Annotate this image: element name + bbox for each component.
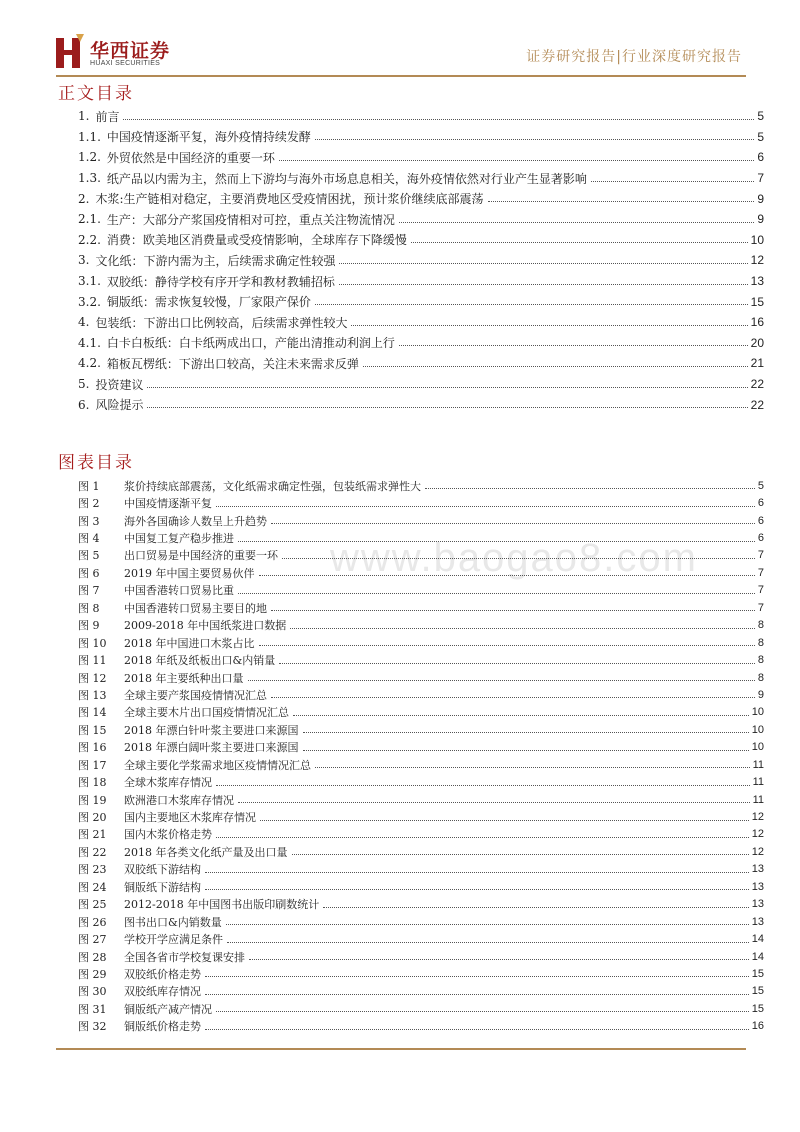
figure-entry-leader-dots [323,907,749,908]
toc-entry-number: 2. [78,191,90,206]
figure-entry-page-number: 12 [751,828,764,841]
figure-entry-number: 图 18 [78,776,107,790]
figure-entry-number: 图 30 [78,985,107,999]
toc-entry-page-number: 9 [757,191,764,206]
toc-entry-number: 4.1. [78,335,101,350]
figure-entry-number: 图 4 [78,532,100,546]
toc-entry-title: 纸产品以内需为主，然而上下游均与海外市场息息相关，海外疫情依然对行业产生显著影响 [106,171,587,186]
figure-entry-number: 图 16 [78,741,107,755]
toc-entry-number: 1. [78,109,90,124]
figure-entry-page-number: 8 [757,619,764,632]
figure-entry-page-number: 14 [751,950,764,963]
toc-entry[interactable] [78,394,764,415]
figure-entry-title: 双胶纸价格走势 [124,967,201,981]
toc-entry-page-number: 7 [757,171,764,186]
toc-entry-number: 3.1. [78,274,101,289]
figure-entry-title: 2018 年漂白阔叶浆主要进口来源国 [124,741,299,755]
figure-entry[interactable] [78,529,764,546]
toc-entry-number: 6. [78,397,90,412]
figure-entry-page-number: 13 [751,880,764,893]
toc-heading: 正文目录 [58,84,134,104]
figure-entry-page-number: 11 [752,793,764,806]
toc-entry-leader-dots [123,119,754,120]
page-header [0,0,800,76]
figure-entry-leader-dots [249,959,749,960]
figure-entry-title: 中国疫情逐渐平复 [124,497,212,511]
watermark: www.baogao8.com [330,536,698,580]
figure-entry-title: 出口贸易是中国经济的重要一环 [124,549,278,563]
figure-entry-leader-dots [271,697,755,698]
figure-entry-page-number: 16 [751,1020,764,1033]
figure-entry[interactable] [78,791,764,808]
figure-entry-page-number: 7 [757,566,764,579]
figure-entry-leader-dots [216,506,755,507]
figure-entry[interactable] [78,512,764,529]
figure-entry-title: 图书出口&内销数量 [124,915,222,929]
toc-entry-title: 木浆:生产链相对稳定，主要消费地区受疫情困扰，预计浆价继续底部震荡 [95,192,484,207]
logo-english-name: HUAXI SECURITIES [90,60,161,67]
toc-entry[interactable] [78,312,764,333]
toc-entry-page-number: 9 [757,212,764,227]
toc-entry-title: 中国疫情逐渐平复，海外疫情持续发酵 [106,130,311,145]
figure-entry[interactable] [78,721,764,738]
figure-entry[interactable] [78,930,764,947]
figure-entry-leader-dots [303,750,749,751]
figure-entry-page-number: 15 [751,967,764,980]
toc-entry-title: 前言 [95,109,120,124]
figure-entry-title: 2018 年纸及纸板出口&内销量 [124,654,276,668]
figure-entry-number: 图 23 [78,863,107,877]
toc-entry[interactable] [78,291,764,312]
figure-entry[interactable] [78,843,764,860]
figure-entry-leader-dots [216,1011,749,1012]
figure-entry-page-number: 12 [751,811,764,824]
figure-entry-number: 图 21 [78,828,107,842]
toc-entry-number: 1.1. [78,129,101,144]
toc-entry[interactable] [78,230,764,251]
figure-entry-page-number: 11 [752,758,764,771]
toc-entry-page-number: 13 [750,274,764,289]
figure-entry-title: 全球主要化学浆需求地区疫情情况汇总 [124,758,311,772]
figure-entry-title: 2012-2018 年中国图书出版印刷数统计 [124,898,320,912]
toc-entry-page-number: 20 [750,335,764,350]
toc-entry-leader-dots [147,407,747,408]
figure-entry-page-number: 10 [751,706,764,719]
toc-entry-leader-dots [488,201,755,202]
figure-entry-number: 图 29 [78,967,107,981]
toc-entry-title: 生产：大部分产浆国疫情相对可控，重点关注物流情况 [106,212,395,227]
toc-entry[interactable] [78,353,764,374]
figure-entry-leader-dots [315,767,750,768]
toc-entry-number: 4. [78,315,90,330]
toc-entry-title: 投资建议 [95,377,144,392]
figure-entry-number: 图 31 [78,1002,107,1016]
toc-entry[interactable] [78,333,764,354]
figure-list-heading: 图表目录 [58,453,134,473]
figure-entry[interactable] [78,494,764,511]
toc-entry-leader-dots [351,325,747,326]
figure-entry-leader-dots [238,541,755,542]
figure-entry-title: 国内木浆价格走势 [124,828,212,842]
toc-entry[interactable] [78,147,764,168]
figure-entry-number: 图 14 [78,706,107,720]
toc-entry[interactable] [78,209,764,230]
figure-entry-title: 欧洲港口木浆库存情况 [124,793,234,807]
figure-entry-page-number: 13 [751,863,764,876]
figure-entry-page-number: 15 [751,1002,764,1015]
figure-entry-page-number: 7 [757,549,764,562]
figure-entry-title: 2018 年漂白针叶浆主要进口来源国 [124,723,299,737]
figure-entry[interactable] [78,617,764,634]
figure-entry-page-number: 14 [751,933,764,946]
figure-entry[interactable] [78,704,764,721]
figure-entry-title: 双胶纸下游结构 [124,863,201,877]
figure-entry-title: 铜版纸下游结构 [124,880,201,894]
toc-entry[interactable] [78,188,764,209]
figure-entry-page-number: 8 [757,654,764,667]
figure-entry-title: 2019 年中国主要贸易伙伴 [124,566,255,580]
toc-entry-leader-dots [147,387,747,388]
figure-entry-title: 中国香港转口贸易比重 [124,584,234,598]
figure-entry-number: 图 12 [78,671,107,685]
toc-entry-page-number: 5 [757,129,764,144]
toc-entry-leader-dots [315,139,754,140]
toc-entry-title: 外贸依然是中国经济的重要一环 [106,150,275,165]
figure-entry-number: 图 20 [78,811,107,825]
figure-entry[interactable] [78,582,764,599]
figure-entry[interactable] [78,634,764,651]
figure-entry-page-number: 10 [751,723,764,736]
figure-entry[interactable] [78,547,764,564]
figure-entry-number: 图 24 [78,880,107,894]
figure-entry-number: 图 11 [78,654,107,668]
figure-entry-number: 图 2 [78,497,100,511]
figure-entry[interactable] [78,861,764,878]
toc-entry[interactable] [78,127,764,148]
figure-entry-number: 图 26 [78,915,107,929]
figure-entry[interactable] [78,965,764,982]
logo-chinese-name: 华西证券 [90,40,171,62]
figure-entry-page-number: 7 [757,601,764,614]
figure-entry-leader-dots [248,680,755,681]
figure-entry[interactable] [78,669,764,686]
figure-entry-page-number: 13 [751,898,764,911]
figure-entry-number: 图 13 [78,688,107,702]
toc-entry-number: 2.2. [78,232,101,247]
figure-entry-number: 图 6 [78,566,100,580]
figure-entry-number: 图 1 [78,479,100,493]
toc-entry-page-number: 22 [750,397,764,412]
figure-entry[interactable] [78,983,764,1000]
figure-entry-title: 国内主要地区木浆库存情况 [124,811,256,825]
figure-entry-title: 铜版纸产减产情况 [124,1002,212,1016]
figure-entry-number: 图 27 [78,933,107,947]
figure-entry-leader-dots [205,872,749,873]
figure-entry-title: 中国复工复产稳步推进 [124,532,234,546]
toc-entry-title: 箱板瓦楞纸：下游出口较高，关注未来需求反弹 [106,356,359,371]
toc-entry-number: 2.1. [78,212,101,227]
toc-entry-title: 铜版纸：需求恢复较慢，厂家限产保价 [106,295,311,310]
figure-entry-leader-dots [292,854,749,855]
figure-entry[interactable] [78,808,764,825]
figure-entry-title: 2009-2018 年中国纸浆进口数据 [124,619,287,633]
toc-entry-number: 5. [78,377,90,392]
toc-entry-title: 双胶纸：静待学校有序开学和教材教辅招标 [106,274,335,289]
toc-entry-leader-dots [411,242,748,243]
figure-entry-leader-dots [425,488,755,489]
toc-entry-number: 1.2. [78,150,101,165]
figure-entry-leader-dots [271,610,755,611]
figure-entry-title: 2018 年主要纸种出口量 [124,671,244,685]
huaxi-logo-icon [56,34,84,70]
toc-entry-title: 风险提示 [95,398,144,413]
figure-entry[interactable] [78,826,764,843]
figure-entry-page-number: 15 [751,985,764,998]
figure-entry-page-number: 8 [757,671,764,684]
figure-entry-number: 图 15 [78,723,107,737]
toc-entry-page-number: 10 [750,232,764,247]
figure-entry-title: 中国香港转口贸易主要目的地 [124,601,267,615]
figure-entry-title: 全球主要产浆国疫情情况汇总 [124,688,267,702]
figure-entry-leader-dots [238,593,755,594]
figure-entry-leader-dots [303,732,749,733]
figure-entry-leader-dots [205,889,749,890]
figure-entry-page-number: 12 [751,845,764,858]
figure-entry[interactable] [78,477,764,494]
figure-entry-leader-dots [216,785,750,786]
figure-entry[interactable] [78,913,764,930]
figure-entry-page-number: 6 [757,514,764,527]
figure-entry-leader-dots [205,1029,749,1030]
header-divider [56,75,746,77]
figure-entry-number: 图 28 [78,950,107,964]
figure-entry-page-number: 13 [751,915,764,928]
toc-entry-page-number: 21 [750,356,764,371]
toc-entry-leader-dots [399,222,754,223]
figure-entry-page-number: 11 [752,776,764,789]
toc-entry-leader-dots [363,366,748,367]
figure-entry-title: 双胶纸库存情况 [124,985,201,999]
figure-entry-title: 全国各省市学校复课安排 [124,950,245,964]
figure-entry[interactable] [78,1000,764,1017]
figure-entry-page-number: 8 [757,636,764,649]
figure-entry-title: 全球木浆库存情况 [124,776,212,790]
figure-entry-page-number: 6 [757,532,764,545]
figure-entry-leader-dots [260,820,749,821]
toc-entry[interactable] [78,106,764,127]
toc-entry-leader-dots [591,181,754,182]
figure-entry-title: 2018 年中国进口木浆占比 [124,636,255,650]
figure-entry-leader-dots [282,558,755,559]
figure-entry-leader-dots [238,802,750,803]
toc-entry[interactable] [78,168,764,189]
figure-entry-title: 海外各国确诊人数呈上升趋势 [124,514,267,528]
figure-entry-title: 铜版纸价格走势 [124,1020,201,1034]
figure-entry[interactable] [78,651,764,668]
toc-entry-title: 文化纸：下游内需为主，后续需求确定性较强 [95,253,336,268]
figure-entry[interactable] [78,756,764,773]
figure-entry[interactable] [78,739,764,756]
figure-entry-number: 图 19 [78,793,107,807]
toc-entry-number: 4.2. [78,356,101,371]
figure-entry-leader-dots [216,837,749,838]
toc-entry-title: 包装纸：下游出口比例较高，后续需求弹性较大 [95,315,348,330]
toc-entry-page-number: 6 [757,150,764,165]
toc-entry-page-number: 16 [750,315,764,330]
figure-entry-leader-dots [279,663,755,664]
figure-entry-leader-dots [205,976,749,977]
figure-entry-title: 浆价持续底部震荡，文化纸需求确定性强，包装纸需求弹性大 [124,479,421,493]
figure-entry[interactable] [78,948,764,965]
toc-entry-page-number: 22 [750,377,764,392]
figure-entry-title: 学校开学应满足条件 [124,933,223,947]
report-type-label: 证券研究报告|行业深度研究报告 [526,49,742,65]
figure-entry-number: 图 25 [78,898,107,912]
toc-entry-leader-dots [399,345,748,346]
figure-entry-leader-dots [293,715,749,716]
toc-entry-leader-dots [339,263,747,264]
figure-entry[interactable] [78,686,764,703]
toc-entry-page-number: 5 [757,109,764,124]
figure-entry-page-number: 9 [757,688,764,701]
toc-entry-number: 3. [78,253,90,268]
figure-entry[interactable] [78,773,764,790]
figure-entry-page-number: 7 [757,584,764,597]
figure-entry-leader-dots [290,628,755,629]
figure-entry-leader-dots [259,645,755,646]
toc-entry-leader-dots [315,304,748,305]
toc-entry-title: 白卡白板纸：白卡纸两成出口，产能出清推动利润上行 [106,336,395,351]
figure-entry[interactable] [78,896,764,913]
toc-entry[interactable] [78,271,764,292]
figure-entry-page-number: 6 [757,497,764,510]
figure-entry-number: 图 10 [78,636,107,650]
figure-entry-leader-dots [205,994,749,995]
footer-divider [56,1048,746,1050]
figure-entry-number: 图 7 [78,584,100,598]
figure-entry-page-number: 5 [757,479,764,492]
toc-entry[interactable] [78,374,764,395]
figure-entry-number: 图 9 [78,619,100,633]
toc-entry[interactable] [78,250,764,271]
figure-entry-leader-dots [226,924,749,925]
figure-entry[interactable] [78,599,764,616]
figure-entry-number: 图 5 [78,549,100,563]
toc-entry-title: 消费：欧美地区消费量或受疫情影响，全球库存下降缓慢 [106,233,407,248]
toc-entry-page-number: 12 [750,253,764,268]
figure-entry-number: 图 17 [78,758,107,772]
figure-entry-title: 全球主要木片出口国疫情情况汇总 [124,706,289,720]
toc-entry-leader-dots [339,284,748,285]
figure-entry-number: 图 32 [78,1020,107,1034]
figure-entry-number: 图 3 [78,514,100,528]
figure-list [78,477,764,1035]
figure-entry-number: 图 22 [78,845,107,859]
figure-entry-title: 2018 年各类文化纸产量及出口量 [124,845,288,859]
figure-entry-leader-dots [259,575,755,576]
figure-entry-page-number: 10 [751,741,764,754]
figure-entry[interactable] [78,1018,764,1035]
figure-entry[interactable] [78,564,764,581]
table-of-contents [78,106,764,415]
figure-entry-leader-dots [227,942,749,943]
toc-entry-number: 3.2. [78,294,101,309]
toc-entry-number: 1.3. [78,171,101,186]
figure-entry-leader-dots [271,523,755,524]
toc-entry-leader-dots [279,160,754,161]
figure-entry-number: 图 8 [78,601,100,615]
toc-entry-page-number: 15 [750,294,764,309]
figure-entry[interactable] [78,878,764,895]
